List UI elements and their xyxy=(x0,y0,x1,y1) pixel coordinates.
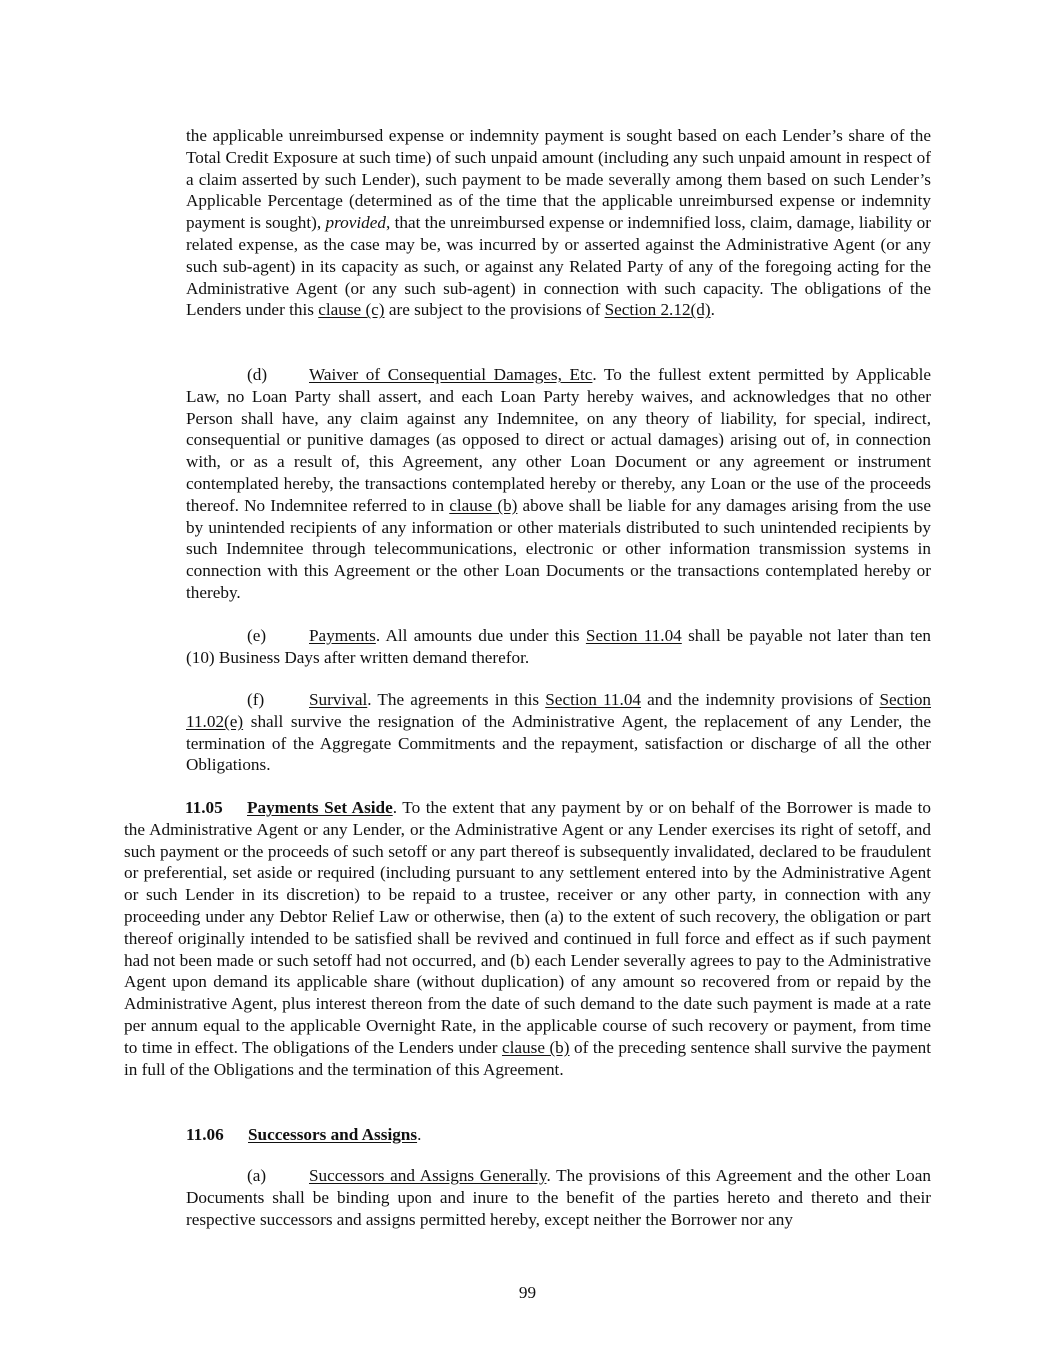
section-11-05: 11.05 Payments Set Aside. To the extent that any payment by or on behalf of the Borrower is made to the Administrative Agent or any Lender, or the Administrative Agent or any Lender exercises its right of setoff, and such payment or the proceeds of such setoff or any part thereof is subsequently invalidated, declared to be fraudulent or preferential, set aside or required (including pursuant to any settlement entered into by the Administrative Agent or such Lender in its discretion) to be repaid to a trustee, receiver or any other party, in connection with any proceeding under any Debtor Relief Law or otherwise, then (a) to the extent of such recovery, the obligation or part thereof originally intended to be satisfied shall be revived and continued in full force and effect as if such payment had not been made or such setoff had not occurred, and (b) each Lender severally agrees to pay to the Administrative Agent upon demand its applicable share (without duplication) of any amount so recovered from or repaid by the Administrative Agent, plus interest thereon from the date of such demand to the date such payment is made at a rate per annum equal to the applicable Overnight Rate, in the applicable course of such recovery or payment, from time to time in effect. The obligations of the Lenders under clause (b) of the preceding sentence shall survive the payment in full of the Obligations and the termination of this Agreement. xyxy=(124,798,931,1079)
section-11-04-reference[interactable]: Section 11.04 xyxy=(585,626,682,645)
paragraph-heading: Successors and Assigns Generally xyxy=(309,1166,547,1185)
paragraph-a: (a) Successors and Assigns Generally. The provisions of this Agreement and the other Loan Documents shall be binding upon and inure to the benefit of the parties hereto and thereto and their respective successors and assigns permitted hereby, except neither the Borrower nor any xyxy=(186,1166,932,1229)
paragraph-heading: Waiver of Consequential Damages, Etc xyxy=(309,365,593,384)
section-heading: Payments Set Aside xyxy=(247,798,393,817)
section-heading: Successors and Assigns xyxy=(248,1125,418,1144)
section-number: 11.06 xyxy=(186,1125,224,1144)
paragraph-d: (d) Waiver of Consequential Damages, Etc. To the fullest extent permitted by Applicable Law, no Loan Party shall assert, and each Loan Party hereby waives, and acknowledges that no other Person shall have, any claim against any Indemnitee, on any theory of liability, for special, indirect, consequential or punitive damages (as opposed to direct or actual damages) arising out of, in connection with, or as a result of, this Agreement, any other Loan Document or any agreement or instrument contemplated hereby, the transactions contemplated hereby or thereby, any Loan or the use of the proceeds thereof. No Indemnitee referred to in clause (b) above shall be liable for any damages arising from the use by unintended recipients of any information or other materials distributed to such unintended recipients by such Indemnitee through telecommunications, electronic or other information transmission systems in connection with this Agreement or the other Loan Documents or the transactions contemplated hereby or thereby. xyxy=(186,365,931,602)
paragraph-label: (d) xyxy=(247,365,268,384)
section-number: 11.05 xyxy=(185,798,223,817)
section-11-04-reference[interactable]: Section 11.04 xyxy=(545,690,642,709)
page-number: 99 xyxy=(518,1283,537,1302)
clause-b-reference[interactable]: clause (b) xyxy=(502,1037,570,1057)
paragraph-f: (f) Survival. The agreements in this Section 11.04 and the indemnity provisions of Section 11.02(e) shall survive the resignation of the Administrative Agent, the replacement of any Lender, the termination of the Aggregate Commitments and the repayment, satisfaction or discharge of all the other Obligations. xyxy=(186,690,932,775)
section-11-06: 11.06 Successors and Assigns. xyxy=(186,1125,422,1144)
paragraph-label: (a) xyxy=(247,1166,267,1185)
paragraph-label: (f) xyxy=(247,690,265,709)
provided-italic: provided xyxy=(325,213,386,233)
section-11-02-e-reference[interactable]: Section 11.02(e) xyxy=(186,690,932,731)
section-2-12-d-reference[interactable]: Section 2.12(d) xyxy=(604,300,711,320)
clause-c-reference[interactable]: clause (c) xyxy=(318,300,385,320)
paragraph-e: (e) Payments. All amounts due under this Section 11.04 shall be payable not later than ten (10) Business Days after written demand therefor. xyxy=(186,626,931,667)
paragraph-heading: Payments xyxy=(309,626,376,645)
paragraph-c-continued: the applicable unreimbursed expense or indemnity payment is sought based on each Lender’s share of the Total Credit Exposure at such time) of such unpaid amount (including any such unpaid amount in respect of a claim asserted by such Lender), such payment to be made severally among them based on such Lender’s Applicable Percentage (determined as of the time that the applicable unreimbursed expense or indemnity payment is sought), provided, that the unreimbursed expense or indemnified loss, claim, damage, liability or related expense, as the case may be, was incurred by or asserted against the Administrative Agent (or any such sub-agent) in its capacity as such, or against any Related Party of any of the foregoing acting for the Administrative Agent (or any such sub-agent) in connection with such capacity. The obligations of the Lenders under this clause (c) are subject to the provisions of Section 2.12(d). xyxy=(186,126,931,320)
paragraph-label: (e) xyxy=(247,626,267,645)
paragraph-heading: Survival xyxy=(309,690,368,709)
clause-b-reference[interactable]: clause (b) xyxy=(449,495,518,515)
